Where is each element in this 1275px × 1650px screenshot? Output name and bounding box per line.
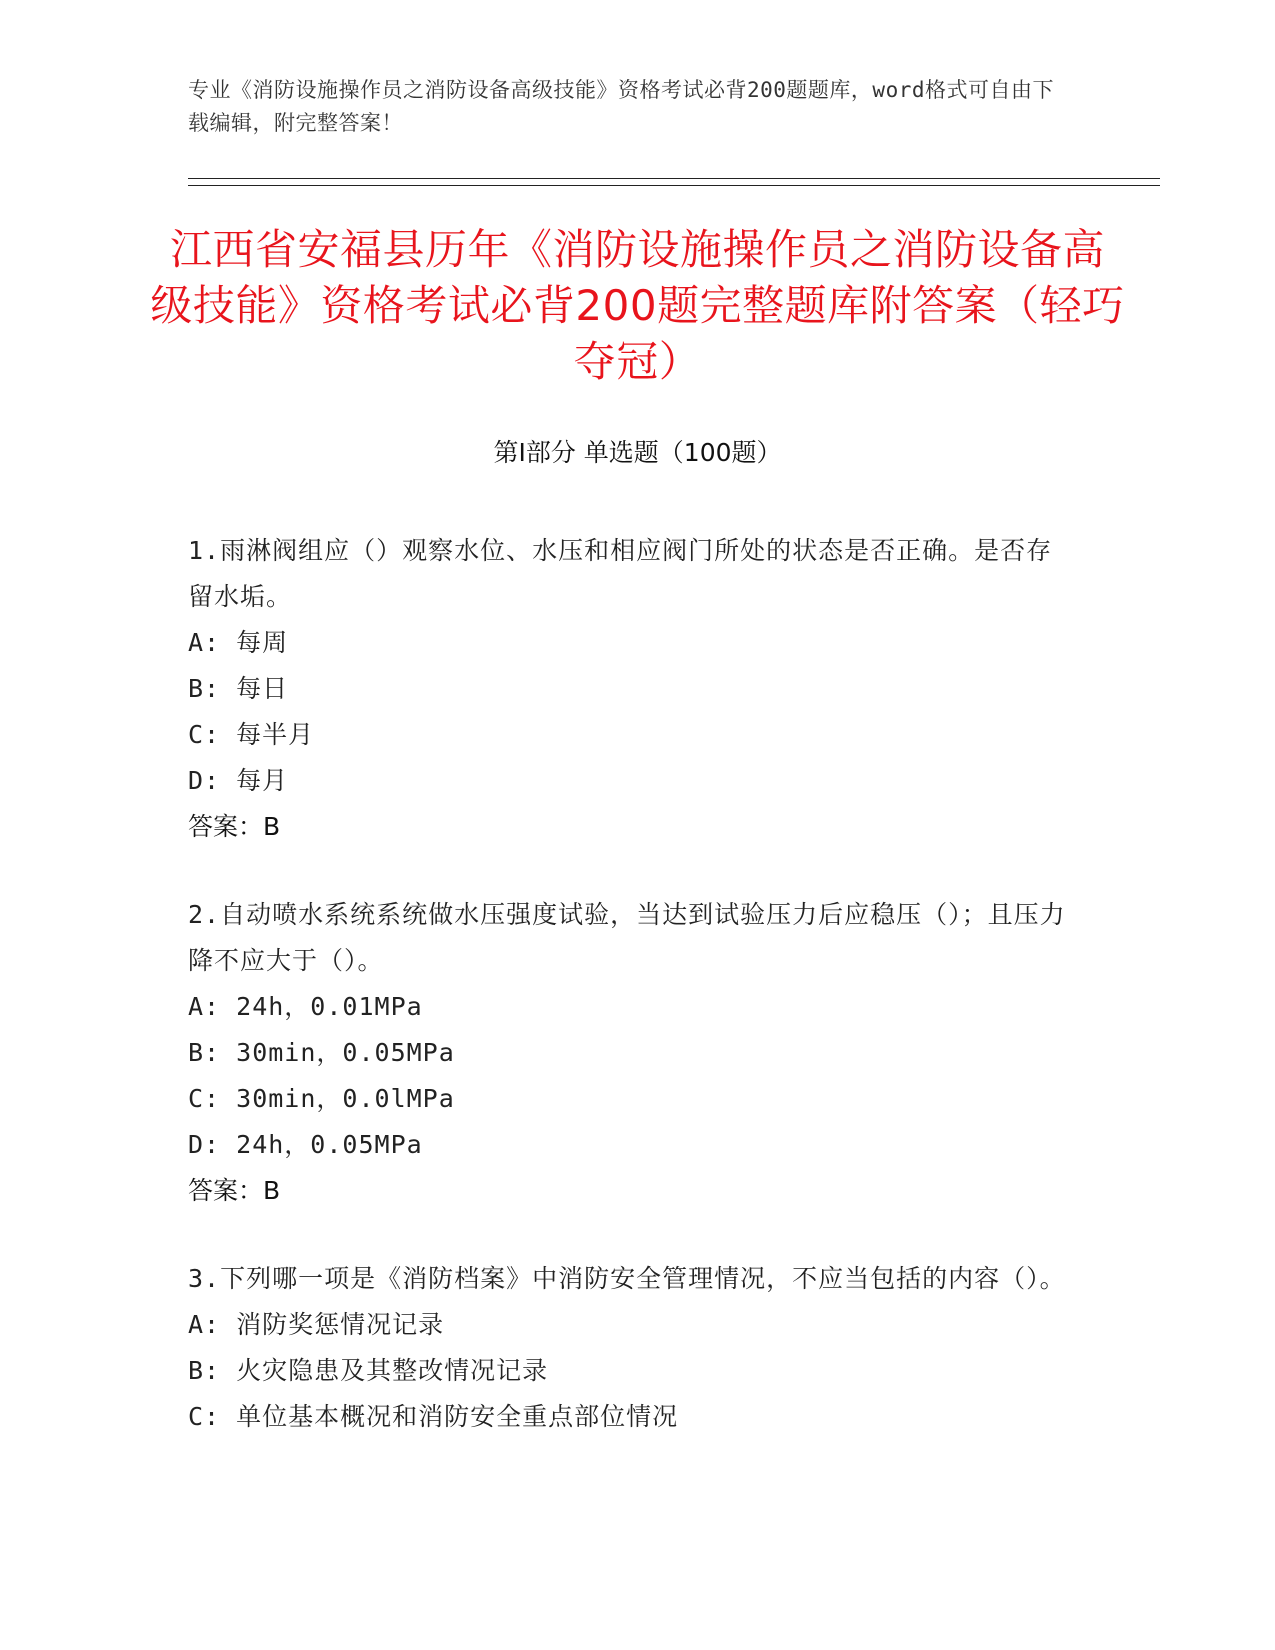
answer: 答案：B xyxy=(188,812,281,841)
option-a: A: 每周 xyxy=(188,628,289,657)
option-c: C: 30min，0.0lMPa xyxy=(188,1084,455,1113)
question-stem: 3.下列哪一项是《消防档案》中消防安全管理情况，不应当包括的内容（）。 xyxy=(188,1264,1066,1293)
question-stem: 2.自动喷水系统系统做水压强度试验，当达到试验压力后应稳压（）；且压力降不应大于（）。 xyxy=(188,900,1066,975)
document-title: 江西省安福县历年《消防设施操作员之消防设备高级技能》资格考试必背200题完整题库附答案（轻巧夺冠） xyxy=(150,225,1125,386)
option-b: B: 30min，0.05MPa xyxy=(188,1038,455,1067)
answer: 答案：B xyxy=(188,1176,281,1205)
header-note: 专业《消防设施操作员之消防设备高级技能》资格考试必背200题题库，word格式可自由下载编辑，附完整答案！ xyxy=(188,78,1054,135)
option-c: C: 单位基本概况和消防安全重点部位情况 xyxy=(188,1402,679,1431)
question-3 xyxy=(188,1256,1068,1440)
section-title: 第I部分 单选题（100题） xyxy=(493,438,782,467)
header-divider-bottom xyxy=(188,185,1160,186)
option-b: B: 火灾隐患及其整改情况记录 xyxy=(188,1356,549,1385)
header-divider-top xyxy=(188,178,1160,179)
option-a: A: 消防奖惩情况记录 xyxy=(188,1310,445,1339)
option-b: B: 每日 xyxy=(188,674,289,703)
question-list xyxy=(188,528,1068,1482)
option-d: D: 每月 xyxy=(188,766,289,795)
question-stem: 1.雨淋阀组应（）观察水位、水压和相应阀门所处的状态是否正确。是否存留水垢。 xyxy=(188,536,1053,611)
option-a: A: 24h，0.01MPa xyxy=(188,992,423,1021)
question-2 xyxy=(188,892,1068,1214)
option-d: D: 24h，0.05MPa xyxy=(188,1130,423,1159)
option-c: C: 每半月 xyxy=(188,720,315,749)
question-1 xyxy=(188,528,1068,850)
